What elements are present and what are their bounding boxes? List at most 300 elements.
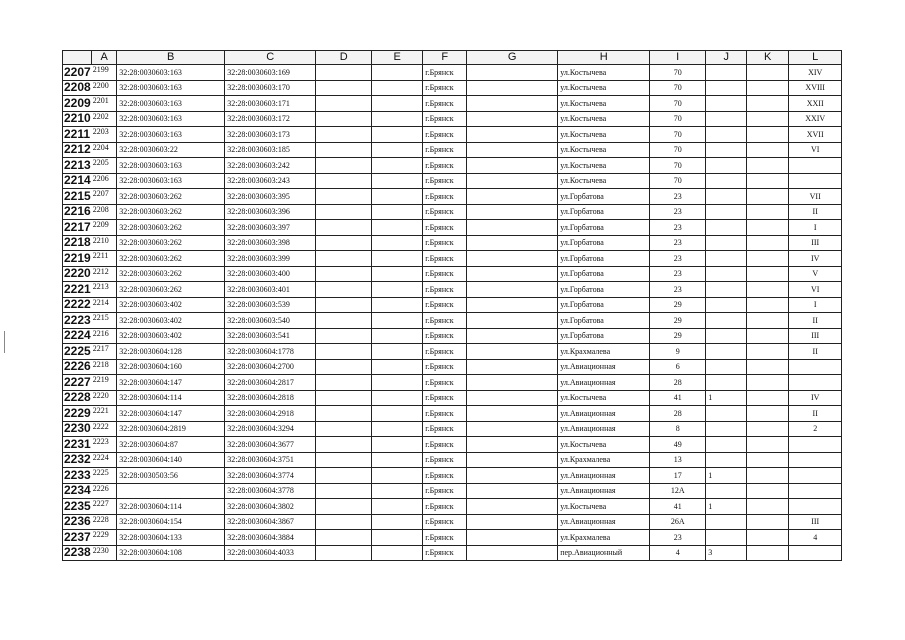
cell-f[interactable]: г.Брянск xyxy=(423,173,467,189)
cell-l[interactable]: VI xyxy=(789,142,842,158)
row-number[interactable]: 2213 xyxy=(64,157,91,172)
cell-h[interactable]: ул.Крахмалева xyxy=(558,452,650,468)
cell-i[interactable]: 13 xyxy=(650,452,706,468)
cell-d[interactable] xyxy=(316,65,372,81)
cell-c[interactable]: 32:28:0030604:2700 xyxy=(225,359,316,375)
cell-k[interactable] xyxy=(747,313,789,329)
cell-d[interactable] xyxy=(316,282,372,298)
cell-k[interactable] xyxy=(747,421,789,437)
cell-j[interactable] xyxy=(706,251,747,267)
cell-k[interactable] xyxy=(747,282,789,298)
cell-h[interactable]: ул.Крахмалева xyxy=(558,344,650,360)
cell-e[interactable] xyxy=(372,375,423,391)
cell-l[interactable]: I xyxy=(789,297,842,313)
cell-h[interactable]: ул.Горбатова xyxy=(558,251,650,267)
cell-f[interactable]: г.Брянск xyxy=(423,359,467,375)
cell-f[interactable]: г.Брянск xyxy=(423,452,467,468)
column-header[interactable]: I xyxy=(650,51,706,65)
cell-f[interactable]: г.Брянск xyxy=(423,545,467,561)
cell-f[interactable]: г.Брянск xyxy=(423,437,467,453)
cell-g[interactable] xyxy=(467,514,558,530)
cell-c[interactable]: 32:28:0030604:2818 xyxy=(225,390,316,406)
cell-e[interactable] xyxy=(372,282,423,298)
cell-d[interactable] xyxy=(316,313,372,329)
row-number[interactable]: 2221 xyxy=(64,281,91,296)
cell-d[interactable] xyxy=(316,514,372,530)
cell-i[interactable]: 70 xyxy=(650,142,706,158)
cell-j[interactable] xyxy=(706,421,747,437)
cell-a[interactable]: 2203 xyxy=(92,127,117,143)
cell-c[interactable]: 32:28:0030604:4033 xyxy=(225,545,316,561)
cell-f[interactable]: г.Брянск xyxy=(423,251,467,267)
cell-f[interactable]: г.Брянск xyxy=(423,282,467,298)
cell-h[interactable]: ул.Горбатова xyxy=(558,220,650,236)
cell-f[interactable]: г.Брянск xyxy=(423,514,467,530)
cell-c[interactable]: 32:28:0030603:539 xyxy=(225,297,316,313)
cell-j[interactable] xyxy=(706,189,747,205)
cell-l[interactable]: XIV xyxy=(789,65,842,81)
cell-l[interactable] xyxy=(789,437,842,453)
cell-a[interactable]: 2207 xyxy=(92,189,117,205)
cell-g[interactable] xyxy=(467,282,558,298)
cell-i[interactable]: 8 xyxy=(650,421,706,437)
column-header[interactable]: J xyxy=(706,51,747,65)
cell-b[interactable]: 32:28:0030603:402 xyxy=(117,297,225,313)
cell-a[interactable]: 2228 xyxy=(92,514,117,530)
cell-l[interactable] xyxy=(789,359,842,375)
cell-d[interactable] xyxy=(316,328,372,344)
cell-l[interactable]: II xyxy=(789,204,842,220)
cell-j[interactable] xyxy=(706,297,747,313)
cell-k[interactable] xyxy=(747,530,789,546)
cell-e[interactable] xyxy=(372,297,423,313)
cell-j[interactable] xyxy=(706,127,747,143)
cell-j[interactable] xyxy=(706,142,747,158)
cell-e[interactable] xyxy=(372,80,423,96)
cell-d[interactable] xyxy=(316,297,372,313)
cell-l[interactable]: VII xyxy=(789,189,842,205)
cell-b[interactable]: 32:28:0030603:402 xyxy=(117,313,225,329)
cell-g[interactable] xyxy=(467,158,558,174)
cell-g[interactable] xyxy=(467,452,558,468)
cell-c[interactable]: 32:28:0030604:3774 xyxy=(225,468,316,484)
cell-l[interactable]: II xyxy=(789,313,842,329)
cell-j[interactable]: 3 xyxy=(706,545,747,561)
cell-j[interactable] xyxy=(706,204,747,220)
cell-j[interactable] xyxy=(706,158,747,174)
cell-b[interactable]: 32:28:0030603:262 xyxy=(117,266,225,282)
cell-i[interactable]: 12А xyxy=(650,483,706,499)
cell-k[interactable] xyxy=(747,173,789,189)
cell-e[interactable] xyxy=(372,251,423,267)
cell-b[interactable]: 32:28:0030604:114 xyxy=(117,499,225,515)
cell-h[interactable]: ул.Авиационная xyxy=(558,514,650,530)
cell-b[interactable]: 32:28:0030603:262 xyxy=(117,189,225,205)
cell-e[interactable] xyxy=(372,173,423,189)
cell-b[interactable]: 32:28:0030603:22 xyxy=(117,142,225,158)
cell-l[interactable] xyxy=(789,452,842,468)
cell-b[interactable]: 32:28:0030603:262 xyxy=(117,282,225,298)
cell-e[interactable] xyxy=(372,204,423,220)
cell-l[interactable]: III xyxy=(789,514,842,530)
cell-j[interactable] xyxy=(706,359,747,375)
cell-g[interactable] xyxy=(467,142,558,158)
cell-g[interactable] xyxy=(467,80,558,96)
column-header[interactable]: C xyxy=(225,51,316,65)
row-number[interactable]: 2215 xyxy=(64,188,91,203)
cell-a[interactable]: 2211 xyxy=(92,251,117,267)
cell-d[interactable] xyxy=(316,173,372,189)
cell-l[interactable]: III xyxy=(789,235,842,251)
row-number[interactable]: 2223 xyxy=(64,312,91,327)
cell-k[interactable] xyxy=(747,65,789,81)
cell-d[interactable] xyxy=(316,158,372,174)
row-number[interactable]: 2236 xyxy=(64,514,91,529)
cell-h[interactable]: ул.Костычева xyxy=(558,499,650,515)
cell-e[interactable] xyxy=(372,313,423,329)
cell-h[interactable]: ул.Горбатова xyxy=(558,204,650,220)
cell-c[interactable]: 32:28:0030603:173 xyxy=(225,127,316,143)
cell-k[interactable] xyxy=(747,266,789,282)
cell-e[interactable] xyxy=(372,111,423,127)
cell-j[interactable] xyxy=(706,437,747,453)
cell-e[interactable] xyxy=(372,437,423,453)
cell-k[interactable] xyxy=(747,483,789,499)
cell-g[interactable] xyxy=(467,111,558,127)
row-number[interactable]: 2208 xyxy=(64,80,91,95)
cell-h[interactable]: ул.Горбатова xyxy=(558,328,650,344)
cell-h[interactable]: ул.Крахмалева xyxy=(558,530,650,546)
cell-l[interactable]: V xyxy=(789,266,842,282)
cell-f[interactable]: г.Брянск xyxy=(423,127,467,143)
cell-h[interactable]: пер.Авиационный xyxy=(558,545,650,561)
cell-h[interactable]: ул.Авиационная xyxy=(558,359,650,375)
cell-d[interactable] xyxy=(316,359,372,375)
cell-c[interactable]: 32:28:0030604:3867 xyxy=(225,514,316,530)
cell-b[interactable]: 32:28:0030603:163 xyxy=(117,127,225,143)
cell-l[interactable] xyxy=(789,375,842,391)
cell-i[interactable]: 23 xyxy=(650,282,706,298)
cell-d[interactable] xyxy=(316,437,372,453)
cell-e[interactable] xyxy=(372,235,423,251)
row-number[interactable]: 2220 xyxy=(64,266,91,281)
cell-l[interactable]: 4 xyxy=(789,530,842,546)
cell-d[interactable] xyxy=(316,235,372,251)
cell-l[interactable]: XXIV xyxy=(789,111,842,127)
cell-e[interactable] xyxy=(372,514,423,530)
row-number[interactable]: 2218 xyxy=(64,235,91,250)
cell-j[interactable] xyxy=(706,530,747,546)
cell-c[interactable]: 32:28:0030604:1778 xyxy=(225,344,316,360)
cell-i[interactable]: 70 xyxy=(650,65,706,81)
cell-e[interactable] xyxy=(372,499,423,515)
cell-c[interactable]: 32:28:0030603:185 xyxy=(225,142,316,158)
cell-f[interactable]: г.Брянск xyxy=(423,344,467,360)
cell-j[interactable] xyxy=(706,266,747,282)
cell-l[interactable]: IV xyxy=(789,251,842,267)
cell-l[interactable]: II xyxy=(789,406,842,422)
cell-i[interactable]: 70 xyxy=(650,111,706,127)
cell-j[interactable] xyxy=(706,111,747,127)
cell-c[interactable]: 32:28:0030604:3677 xyxy=(225,437,316,453)
cell-e[interactable] xyxy=(372,483,423,499)
cell-d[interactable] xyxy=(316,344,372,360)
row-number[interactable]: 2231 xyxy=(64,436,91,451)
cell-a[interactable]: 2226 xyxy=(92,483,117,499)
cell-f[interactable]: г.Брянск xyxy=(423,189,467,205)
cell-c[interactable]: 32:28:0030603:399 xyxy=(225,251,316,267)
cell-l[interactable]: III xyxy=(789,328,842,344)
cell-j[interactable] xyxy=(706,452,747,468)
cell-e[interactable] xyxy=(372,344,423,360)
cell-e[interactable] xyxy=(372,189,423,205)
cell-e[interactable] xyxy=(372,530,423,546)
cell-i[interactable]: 23 xyxy=(650,235,706,251)
cell-k[interactable] xyxy=(747,514,789,530)
cell-c[interactable]: 32:28:0030603:172 xyxy=(225,111,316,127)
column-header[interactable]: K xyxy=(747,51,789,65)
row-number[interactable]: 2234 xyxy=(64,483,91,498)
cell-b[interactable]: 32:28:0030503:56 xyxy=(117,468,225,484)
cell-f[interactable]: г.Брянск xyxy=(423,499,467,515)
cell-g[interactable] xyxy=(467,359,558,375)
cell-i[interactable]: 41 xyxy=(650,390,706,406)
cell-c[interactable]: 32:28:0030604:3778 xyxy=(225,483,316,499)
cell-h[interactable]: ул.Костычева xyxy=(558,65,650,81)
cell-h[interactable]: ул.Костычева xyxy=(558,158,650,174)
cell-c[interactable]: 32:28:0030604:3294 xyxy=(225,421,316,437)
cell-j[interactable] xyxy=(706,406,747,422)
cell-d[interactable] xyxy=(316,142,372,158)
row-number[interactable]: 2224 xyxy=(64,328,91,343)
cell-f[interactable]: г.Брянск xyxy=(423,530,467,546)
cell-k[interactable] xyxy=(747,390,789,406)
cell-g[interactable] xyxy=(467,344,558,360)
cell-c[interactable]: 32:28:0030604:2918 xyxy=(225,406,316,422)
cell-i[interactable]: 70 xyxy=(650,127,706,143)
cell-a[interactable]: 2215 xyxy=(92,313,117,329)
cell-d[interactable] xyxy=(316,375,372,391)
row-number[interactable]: 2217 xyxy=(64,219,91,234)
cell-i[interactable]: 26А xyxy=(650,514,706,530)
cell-i[interactable]: 23 xyxy=(650,251,706,267)
cell-l[interactable] xyxy=(789,173,842,189)
cell-k[interactable] xyxy=(747,127,789,143)
cell-b[interactable]: 32:28:0030604:108 xyxy=(117,545,225,561)
cell-k[interactable] xyxy=(747,158,789,174)
cell-i[interactable]: 23 xyxy=(650,204,706,220)
cell-g[interactable] xyxy=(467,297,558,313)
cell-g[interactable] xyxy=(467,96,558,112)
cell-c[interactable]: 32:28:0030603:396 xyxy=(225,204,316,220)
row-number[interactable]: 2214 xyxy=(64,173,91,188)
row-number[interactable]: 2226 xyxy=(64,359,91,374)
cell-d[interactable] xyxy=(316,220,372,236)
cell-b[interactable]: 32:28:0030604:2819 xyxy=(117,421,225,437)
row-number[interactable]: 2232 xyxy=(64,452,91,467)
cell-h[interactable]: ул.Авиационная xyxy=(558,468,650,484)
cell-a[interactable]: 2222 xyxy=(92,421,117,437)
cell-c[interactable]: 32:28:0030603:401 xyxy=(225,282,316,298)
cell-i[interactable]: 70 xyxy=(650,80,706,96)
cell-f[interactable]: г.Брянск xyxy=(423,483,467,499)
cell-a[interactable]: 2202 xyxy=(92,111,117,127)
cell-i[interactable]: 17 xyxy=(650,468,706,484)
cell-f[interactable]: г.Брянск xyxy=(423,297,467,313)
cell-l[interactable]: II xyxy=(789,344,842,360)
cell-d[interactable] xyxy=(316,111,372,127)
cell-d[interactable] xyxy=(316,189,372,205)
cell-a[interactable]: 2225 xyxy=(92,468,117,484)
cell-i[interactable]: 29 xyxy=(650,313,706,329)
cell-k[interactable] xyxy=(747,452,789,468)
cell-i[interactable]: 23 xyxy=(650,530,706,546)
cell-j[interactable] xyxy=(706,344,747,360)
cell-b[interactable]: 32:28:0030603:163 xyxy=(117,80,225,96)
cell-a[interactable]: 2214 xyxy=(92,297,117,313)
cell-j[interactable] xyxy=(706,220,747,236)
cell-f[interactable]: г.Брянск xyxy=(423,328,467,344)
cell-b[interactable]: 32:28:0030604:147 xyxy=(117,406,225,422)
corner-cell[interactable] xyxy=(63,51,92,65)
cell-i[interactable]: 9 xyxy=(650,344,706,360)
row-number[interactable]: 2228 xyxy=(64,390,91,405)
cell-a[interactable]: 2210 xyxy=(92,235,117,251)
cell-a[interactable]: 2206 xyxy=(92,173,117,189)
cell-b[interactable]: 32:28:0030604:133 xyxy=(117,530,225,546)
cell-c[interactable]: 32:28:0030604:2817 xyxy=(225,375,316,391)
cell-e[interactable] xyxy=(372,545,423,561)
cell-i[interactable]: 6 xyxy=(650,359,706,375)
cell-k[interactable] xyxy=(747,297,789,313)
cell-a[interactable]: 2208 xyxy=(92,204,117,220)
cell-i[interactable]: 23 xyxy=(650,189,706,205)
cell-j[interactable] xyxy=(706,282,747,298)
cell-e[interactable] xyxy=(372,220,423,236)
cell-j[interactable] xyxy=(706,173,747,189)
cell-e[interactable] xyxy=(372,328,423,344)
cell-g[interactable] xyxy=(467,127,558,143)
cell-k[interactable] xyxy=(747,235,789,251)
cell-h[interactable]: ул.Авиационная xyxy=(558,375,650,391)
cell-a[interactable]: 2220 xyxy=(92,390,117,406)
cell-f[interactable]: г.Брянск xyxy=(423,111,467,127)
cell-h[interactable]: ул.Авиационная xyxy=(558,483,650,499)
cell-b[interactable] xyxy=(117,483,225,499)
cell-h[interactable]: ул.Костычева xyxy=(558,390,650,406)
cell-k[interactable] xyxy=(747,499,789,515)
cell-i[interactable]: 29 xyxy=(650,297,706,313)
cell-l[interactable]: I xyxy=(789,220,842,236)
cell-a[interactable]: 2230 xyxy=(92,545,117,561)
cell-f[interactable]: г.Брянск xyxy=(423,235,467,251)
cell-f[interactable]: г.Брянск xyxy=(423,313,467,329)
cell-g[interactable] xyxy=(467,499,558,515)
cell-j[interactable]: 1 xyxy=(706,468,747,484)
cell-h[interactable]: ул.Костычева xyxy=(558,127,650,143)
cell-e[interactable] xyxy=(372,468,423,484)
cell-d[interactable] xyxy=(316,96,372,112)
column-header[interactable]: E xyxy=(372,51,423,65)
cell-d[interactable] xyxy=(316,204,372,220)
cell-a[interactable]: 2223 xyxy=(92,437,117,453)
cell-f[interactable]: г.Брянск xyxy=(423,65,467,81)
cell-b[interactable]: 32:28:0030603:402 xyxy=(117,328,225,344)
cell-d[interactable] xyxy=(316,530,372,546)
cell-f[interactable]: г.Брянск xyxy=(423,204,467,220)
cell-c[interactable]: 32:28:0030604:3751 xyxy=(225,452,316,468)
column-header[interactable]: A xyxy=(92,51,117,65)
cell-g[interactable] xyxy=(467,65,558,81)
cell-c[interactable]: 32:28:0030603:540 xyxy=(225,313,316,329)
column-header[interactable]: L xyxy=(789,51,842,65)
cell-i[interactable]: 29 xyxy=(650,328,706,344)
cell-d[interactable] xyxy=(316,266,372,282)
cell-c[interactable]: 32:28:0030604:3884 xyxy=(225,530,316,546)
cell-g[interactable] xyxy=(467,235,558,251)
cell-e[interactable] xyxy=(372,142,423,158)
cell-d[interactable] xyxy=(316,499,372,515)
cell-j[interactable] xyxy=(706,80,747,96)
cell-d[interactable] xyxy=(316,483,372,499)
row-number[interactable]: 2212 xyxy=(64,142,91,157)
cell-a[interactable]: 2218 xyxy=(92,359,117,375)
row-number[interactable]: 2230 xyxy=(64,421,91,436)
cell-k[interactable] xyxy=(747,111,789,127)
cell-a[interactable]: 2209 xyxy=(92,220,117,236)
cell-g[interactable] xyxy=(467,468,558,484)
cell-g[interactable] xyxy=(467,251,558,267)
cell-g[interactable] xyxy=(467,530,558,546)
cell-b[interactable]: 32:28:0030603:163 xyxy=(117,158,225,174)
cell-h[interactable]: ул.Горбатова xyxy=(558,282,650,298)
cell-a[interactable]: 2227 xyxy=(92,499,117,515)
cell-l[interactable]: XVIII xyxy=(789,80,842,96)
cell-g[interactable] xyxy=(467,375,558,391)
cell-k[interactable] xyxy=(747,142,789,158)
cell-j[interactable]: 1 xyxy=(706,499,747,515)
cell-l[interactable]: 2 xyxy=(789,421,842,437)
row-number[interactable]: 2209 xyxy=(64,95,91,110)
cell-c[interactable]: 32:28:0030603:541 xyxy=(225,328,316,344)
cell-h[interactable]: ул.Горбатова xyxy=(558,189,650,205)
cell-a[interactable]: 2204 xyxy=(92,142,117,158)
cell-d[interactable] xyxy=(316,390,372,406)
cell-h[interactable]: ул.Костычева xyxy=(558,437,650,453)
row-number[interactable]: 2227 xyxy=(64,374,91,389)
cell-h[interactable]: ул.Горбатова xyxy=(558,235,650,251)
cell-l[interactable]: IV xyxy=(789,390,842,406)
cell-a[interactable]: 2201 xyxy=(92,96,117,112)
cell-k[interactable] xyxy=(747,344,789,360)
cell-i[interactable]: 4 xyxy=(650,545,706,561)
cell-e[interactable] xyxy=(372,359,423,375)
cell-i[interactable]: 23 xyxy=(650,266,706,282)
cell-g[interactable] xyxy=(467,421,558,437)
cell-a[interactable]: 2219 xyxy=(92,375,117,391)
cell-k[interactable] xyxy=(747,251,789,267)
cell-b[interactable]: 32:28:0030604:140 xyxy=(117,452,225,468)
row-number[interactable]: 2207 xyxy=(64,64,91,79)
cell-l[interactable] xyxy=(789,158,842,174)
column-header[interactable]: H xyxy=(558,51,650,65)
cell-h[interactable]: ул.Горбатова xyxy=(558,297,650,313)
cell-b[interactable]: 32:28:0030603:262 xyxy=(117,204,225,220)
cell-h[interactable]: ул.Авиационная xyxy=(558,421,650,437)
cell-f[interactable]: г.Брянск xyxy=(423,375,467,391)
cell-g[interactable] xyxy=(467,328,558,344)
row-number[interactable]: 2219 xyxy=(64,250,91,265)
